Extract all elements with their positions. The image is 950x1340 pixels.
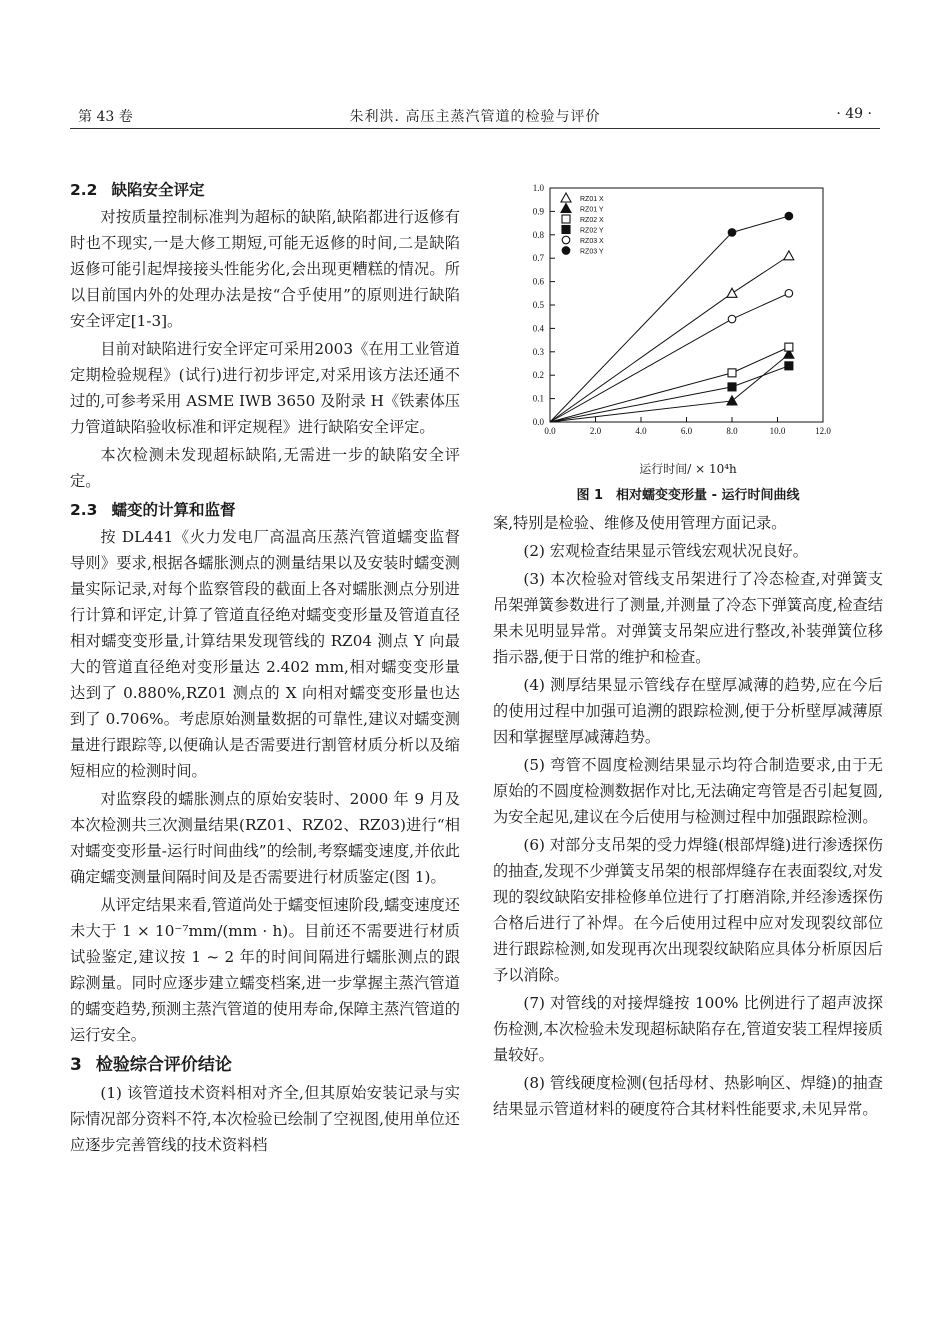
legend-marker bbox=[562, 215, 570, 223]
y-tick-label: 0.6 bbox=[532, 276, 544, 287]
figure-caption: 图 1 相对蠕变变形量 - 运行时间曲线 bbox=[576, 488, 800, 503]
legend-label: RZ01 X bbox=[580, 196, 604, 203]
legend-marker bbox=[562, 236, 570, 244]
paragraph: (3) 本次检验对管线支吊架进行了冷态检查,对弹簧支吊架弹簧参数进行了测量,并测量了冷态下弹簧高度,检查结果未见明显异常。对弹簧支吊架应进行整改,补装弹簧位移指示器,便于日常的维护和检查。 bbox=[493, 570, 883, 666]
section-heading-2-2 bbox=[70, 176, 460, 204]
x-tick-label: 12.0 bbox=[815, 426, 831, 436]
x-tick-label: 0.0 bbox=[544, 426, 556, 436]
data-point bbox=[784, 251, 794, 260]
data-point bbox=[727, 288, 737, 297]
paragraph: 本次检测未发现超标缺陷,无需进一步的缺陷安全评定。 bbox=[70, 446, 460, 490]
section-title: 缺陷安全评定 bbox=[111, 181, 205, 199]
x-tick-label: 8.0 bbox=[726, 426, 738, 436]
left-column bbox=[70, 176, 460, 1160]
data-point bbox=[728, 369, 736, 377]
x-axis-title: 运行时间/ × 10⁴h bbox=[639, 462, 737, 476]
x-tick-label: 10.0 bbox=[769, 426, 786, 436]
paragraph: 案,特别是检验、维修及使用管理方面记录。 bbox=[493, 514, 787, 532]
running-header bbox=[70, 102, 880, 129]
y-tick-label: 0.3 bbox=[532, 346, 544, 357]
legend-marker bbox=[562, 226, 570, 234]
legend-label: RZ02 X bbox=[580, 217, 604, 224]
series-line-rz03-x bbox=[550, 293, 789, 422]
paragraph: 从评定结果来看,管道尚处于蠕变恒速阶段,蠕变速度还未大于 1 × 10⁻⁷mm/(mm · h)。目前还不需要进行材质试验鉴定,建议按 1 ~ 2 年的时间间隔进行蠕胀测点的跟踪测量。同时应逐步建立蠕变档案,进一步掌握主蒸汽管道的蠕变趋势,预测主蒸汽管道的使用寿命,保障主蒸汽管道的运行安全。 bbox=[70, 896, 460, 1044]
data-point bbox=[785, 290, 793, 298]
paragraph: (7) 对管线的对接焊缝按 100% 比例进行了超声波探伤检测,本次检验未发现超标缺陷存在,管道安装工程焊接质量较好。 bbox=[493, 994, 883, 1064]
data-point bbox=[785, 212, 793, 220]
y-tick-label: 0.4 bbox=[532, 323, 544, 334]
x-tick-label: 2.0 bbox=[589, 426, 602, 436]
right-column bbox=[493, 510, 883, 1124]
section-number: 3 bbox=[70, 1055, 82, 1075]
series-line-rz01-x bbox=[550, 256, 789, 422]
data-point bbox=[728, 315, 736, 323]
legend-label: RZ01 Y bbox=[580, 206, 604, 214]
section-heading-2-3 bbox=[70, 496, 460, 524]
article-running-title: 朱利洪. 高压主蒸汽管道的检验与评价 bbox=[349, 109, 601, 125]
section-title: 检验综合评价结论 bbox=[95, 1055, 232, 1075]
legend-marker bbox=[561, 204, 571, 213]
paragraph: (2) 宏观检查结果显示管线宏观状况良好。 bbox=[523, 542, 808, 560]
y-tick-label: 0.0 bbox=[532, 417, 544, 427]
x-tick-label: 6.0 bbox=[680, 426, 693, 436]
paragraph: 对按质量控制标准判为超标的缺陷,缺陷都进行返修有时也不现实,一是大修工期短,可能无返修的时间,二是缺陷返修可能引起焊接接头性能劣化,会出现更糟糕的情况。所以目前国内外的处理办法是按“合乎使用”的原则进行缺陷安全评定[1-3]。 bbox=[70, 208, 460, 330]
paragraph: 对监察段的蠕胀测点的原始安装时、2000 年 9 月及本次检测共三次测量结果(RZ01、RZ02、RZ03)进行“相对蠕变变形量-运行时间曲线”的绘制,考察蠕变速度,并依此确定蠕变测量间隔时间及是否需要进行材质鉴定(图 1)。 bbox=[70, 790, 460, 886]
legend-label: RZ02 Y bbox=[580, 227, 604, 235]
paragraph: (6) 对部分支吊架的受力焊缝(根部焊缝)进行渗透探伤的抽查,发现不少弹簧支吊架的根部焊缝存在表面裂纹,对发现的裂纹缺陷安排检修单位进行了打磨消除,并经渗透探伤合格后进行了补焊。在今后使用过程中应对发现裂纹部位进行跟踪检测,如发现再次出现裂纹缺陷应具体分析原因后予以消除。 bbox=[493, 836, 883, 984]
series-line-rz03-y bbox=[550, 216, 789, 422]
paragraph: (4) 测厚结果显示管线存在壁厚减薄的趋势,应在今后的使用过程中加强可追溯的跟踪检测,便于分析壁厚减薄原因和掌握壁厚减薄趋势。 bbox=[493, 676, 883, 746]
y-tick-label: 1.0 bbox=[532, 183, 544, 193]
paragraph: (8) 管线硬度检测(包括母材、热影响区、焊缝)的抽查结果显示管道材料的硬度符合其材料性能要求,未见异常。 bbox=[493, 1074, 883, 1118]
paragraph: 目前对缺陷进行安全评定可采用2003《在用工业管道定期检验规程》(试行)进行初步评定,对采用该方法还通不过的,可参考采用 ASME IWB 3650 及附录 H《铁素体压力管道缺陷验收标准和评定规程》进行缺陷安全评定。 bbox=[70, 340, 460, 436]
section-number: 2.2 bbox=[70, 181, 98, 199]
y-tick-label: 0.9 bbox=[532, 206, 544, 217]
legend-label: RZ03 X bbox=[580, 238, 604, 245]
legend-label: RZ03 Y bbox=[580, 248, 604, 256]
x-tick-label: 4.0 bbox=[635, 426, 647, 436]
y-tick-label: 0.5 bbox=[532, 300, 544, 310]
paragraph: 按 DL441《火力发电厂高温高压蒸汽管道蠕变监督导则》要求,根据各蠕胀测点的测量结果以及安装时蠕变测量实际记录,对每个监察管段的截面上各对蠕胀测点分别进行计算和评定,计算了管道直径绝对蠕变变形量及管道直径相对蠕变变形量,计算结果发现管线的 RZ04 测点 Y 向最大的管道直径绝对变形量达 2.402 mm,相对蠕变变形量达到了 0.880%,RZ01 测点的 X 向相对蠕变变形量也达到了 0.706%。考虑原始测量数据的可靠性,建议对蠕变测量进行跟踪等,以便确认是否需要进行割管材质分析以及缩短相应的检测时间。 bbox=[70, 528, 460, 780]
legend-marker bbox=[561, 193, 571, 202]
creep-chart bbox=[493, 176, 883, 456]
data-point bbox=[785, 362, 793, 370]
volume-number: 第 43 卷 bbox=[78, 109, 133, 125]
data-point bbox=[728, 229, 736, 237]
page-number: · 49 · bbox=[836, 106, 872, 122]
data-point bbox=[785, 343, 793, 351]
data-point bbox=[728, 383, 736, 391]
figure-1 bbox=[493, 176, 883, 506]
section-number: 2.3 bbox=[70, 501, 98, 519]
legend-marker bbox=[562, 247, 570, 255]
series-line-rz02-y bbox=[550, 366, 789, 422]
y-tick-label: 0.2 bbox=[532, 370, 544, 381]
y-tick-label: 0.7 bbox=[532, 253, 544, 264]
paragraph: (5) 弯管不圆度检测结果显示均符合制造要求,由于无原始的不圆度检测数据作对比,无法确定弯管是否引起复圆,为安全起见,建议在今后使用与检测过程中加强跟踪检测。 bbox=[493, 756, 883, 826]
y-tick-label: 0.1 bbox=[532, 393, 544, 404]
section-title: 蠕变的计算和监督 bbox=[111, 501, 236, 519]
data-point bbox=[727, 396, 737, 405]
section-heading-3 bbox=[70, 1050, 460, 1080]
paragraph: (1) 该管道技术资料相对齐全,但其原始安装记录与实际情况部分资料不符,本次检验已绘制了空视图,使用单位还应逐步完善管线的技术资料档 bbox=[70, 1084, 460, 1154]
y-tick-label: 0.8 bbox=[532, 229, 544, 240]
